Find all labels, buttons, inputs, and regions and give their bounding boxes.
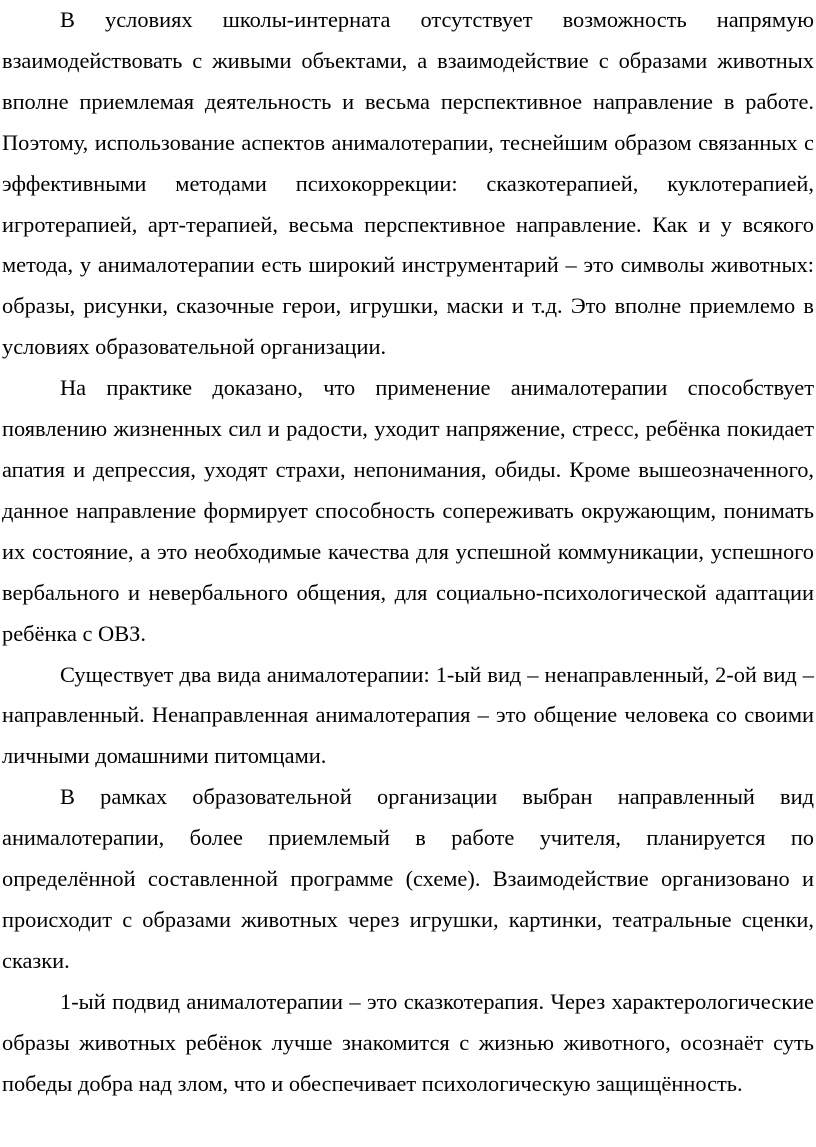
paragraph-therapy-types: Существует два вида анималотерапии: 1-ый вид – ненаправленный, 2-ой вид – направленный. Ненаправленная анималотерапия – это общение человека со своими личными домашними питомцами. [2,661,814,769]
paragraph-directed-therapy: В рамках образовательной организации выбран направленный вид анималотерапии, более приемлемый в работе учителя, планируется по определённой составленной программе (схеме). Взаимодействие организовано и происходит с образами животных через игрушки, картинки, театральные сценки, сказки. [2,784,814,973]
paragraph-school-conditions: В условиях школы-интерната отсутствует возможность напрямую взаимодействовать с живыми объектами, а взаимодействие с образами животных вполне приемлемая деятельность и весьма перспективное направление в работе. Поэтому, использование аспектов анималотерапии, теснейшим образом связанных с эффективными методами психокоррекции: сказкотерапией, куклотерапией, игротерапией, арт-терапией, весьма перспективное направление. Как и у всякого метода, у анималотерапии есть широкий инструментарий – это символы животных: образы, рисунки, сказочные герои, игрушки, маски и т.д. Это вполне приемлемо в условиях образовательной организации. [2,7,814,360]
paragraph-practice-benefits: На практике доказано, что применение анималотерапии способствует появлению жизненных сил и радости, уходит напряжение, стресс, ребёнка покидает апатия и депрессия, уходят страхи, непонимания, обиды. Кроме вышеозначенного, данное направление формирует способность сопереживать окружающим, понимать их состояние, а это необходимые качества для успешной коммуникации, успешного вербального и невербального общения, для социально-психологической адаптации ребёнка с ОВЗ. [2,375,814,646]
document-page [2,0,814,1104]
paragraph-fairytale-therapy: 1-ый подвид анималотерапии – это сказкотерапия. Через характерологические образы животных ребёнок лучше знакомится с жизнью животного, осознаёт суть победы добра над злом, что и обеспечивает психологическую защищённость. [2,988,814,1096]
